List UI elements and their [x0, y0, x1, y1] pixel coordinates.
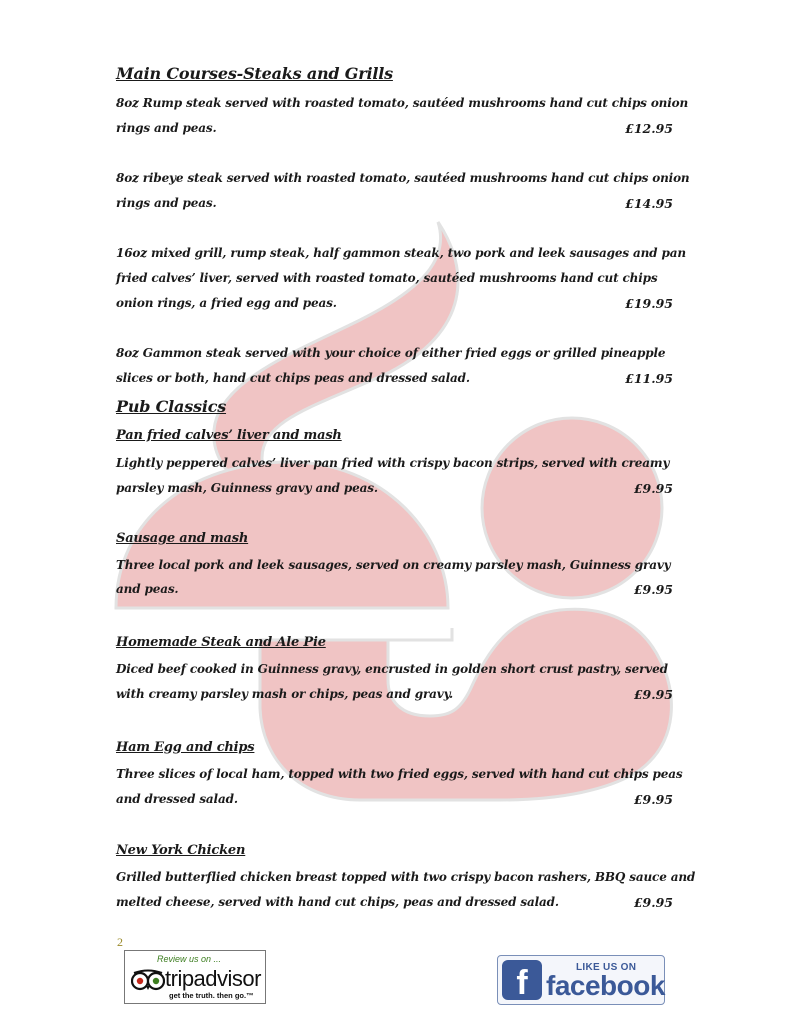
item-calves-liver-price: £9.95	[633, 481, 673, 496]
item-sausage-mash-line-1: Three local pork and leek sausages, served on creamy parsley mash, Guinness gravy	[116, 558, 671, 572]
item-title-new-york-chicken: New York Chicken	[116, 843, 246, 858]
page-number: 2	[117, 935, 123, 949]
item-new-york-chicken-line-1: Grilled butterflied chicken breast topped with two crispy bacon rashers, BBQ sauce and	[116, 870, 696, 884]
tripadvisor-review-text: Review us on ...	[157, 954, 222, 964]
item-sausage-mash-line-2: and peas.	[116, 582, 179, 596]
section-title-main-courses: Main Courses-Steaks and Grills	[116, 64, 393, 83]
item-new-york-chicken-line-2: melted cheese, served with hand cut chips, peas and dressed salad.	[116, 895, 559, 909]
facebook-brand: facebook	[546, 970, 665, 1001]
tripadvisor-brand: tripadvisor	[165, 966, 261, 991]
item-gammon-line-2: slices or both, hand cut chips peas and dressed salad.	[116, 371, 470, 385]
item-mixed-grill-line-2: fried calves’ liver, served with roasted tomato, sautéed mushrooms hand cut chips	[116, 271, 658, 285]
item-ribeye-price: £14.95	[625, 196, 673, 211]
item-ham-egg-chips-line-1: Three slices of local ham, topped with two fried eggs, served with hand cut chips peas	[116, 767, 683, 781]
item-title-ham-egg-chips: Ham Egg and chips	[116, 740, 255, 755]
item-steak-ale-pie-price: £9.95	[633, 687, 673, 702]
item-ribeye-line-2: rings and peas.	[116, 196, 217, 210]
item-mixed-grill-price: £19.95	[625, 296, 673, 311]
item-title-calves-liver: Pan fried calves’ liver and mash	[116, 428, 342, 443]
tripadvisor-badge[interactable]	[124, 950, 266, 1004]
item-mixed-grill-line-1: 16oz mixed grill, rump steak, half gammon steak, two pork and leek sausages and pan	[116, 246, 686, 260]
item-calves-liver-line-2: parsley mash, Guinness gravy and peas.	[116, 481, 378, 495]
item-rump-line-1: 8oz Rump steak served with roasted tomato, sautéed mushrooms hand cut chips onion	[116, 96, 689, 110]
tripadvisor-tagline: get the truth. then go.™	[169, 991, 254, 1000]
section-title-pub-classics: Pub Classics	[116, 397, 227, 416]
item-mixed-grill-line-3: onion rings, a fried egg and peas.	[116, 296, 337, 310]
tripadvisor-owl-icon	[131, 969, 165, 991]
item-title-sausage-mash: Sausage and mash	[116, 531, 249, 546]
facebook-like-text: LIKE US ON	[576, 962, 637, 973]
item-ribeye-line-1: 8oz ribeye steak served with roasted tomato, sautéed mushrooms hand cut chips onion	[116, 171, 690, 185]
item-ham-egg-chips-price: £9.95	[633, 792, 673, 807]
item-steak-ale-pie-line-1: Diced beef cooked in Guinness gravy, encrusted in golden short crust pastry, served	[116, 662, 668, 676]
item-new-york-chicken-price: £9.95	[633, 895, 673, 910]
facebook-badge[interactable]	[497, 955, 665, 1005]
item-steak-ale-pie-line-2: with creamy parsley mash or chips, peas and gravy.	[116, 687, 454, 701]
item-title-steak-ale-pie: Homemade Steak and Ale Pie	[116, 635, 326, 650]
item-calves-liver-line-1: Lightly peppered calves’ liver pan fried with crispy bacon strips, served with creamy	[116, 456, 670, 470]
facebook-f-icon: f	[502, 960, 542, 1000]
item-ham-egg-chips-line-2: and dressed salad.	[116, 792, 238, 806]
item-rump-price: £12.95	[625, 121, 673, 136]
item-sausage-mash-price: £9.95	[633, 582, 673, 597]
item-gammon-line-1: 8oz Gammon steak served with your choice of either fried eggs or grilled pineapple	[116, 346, 666, 360]
item-gammon-price: £11.95	[625, 371, 673, 386]
item-rump-line-2: rings and peas.	[116, 121, 217, 135]
